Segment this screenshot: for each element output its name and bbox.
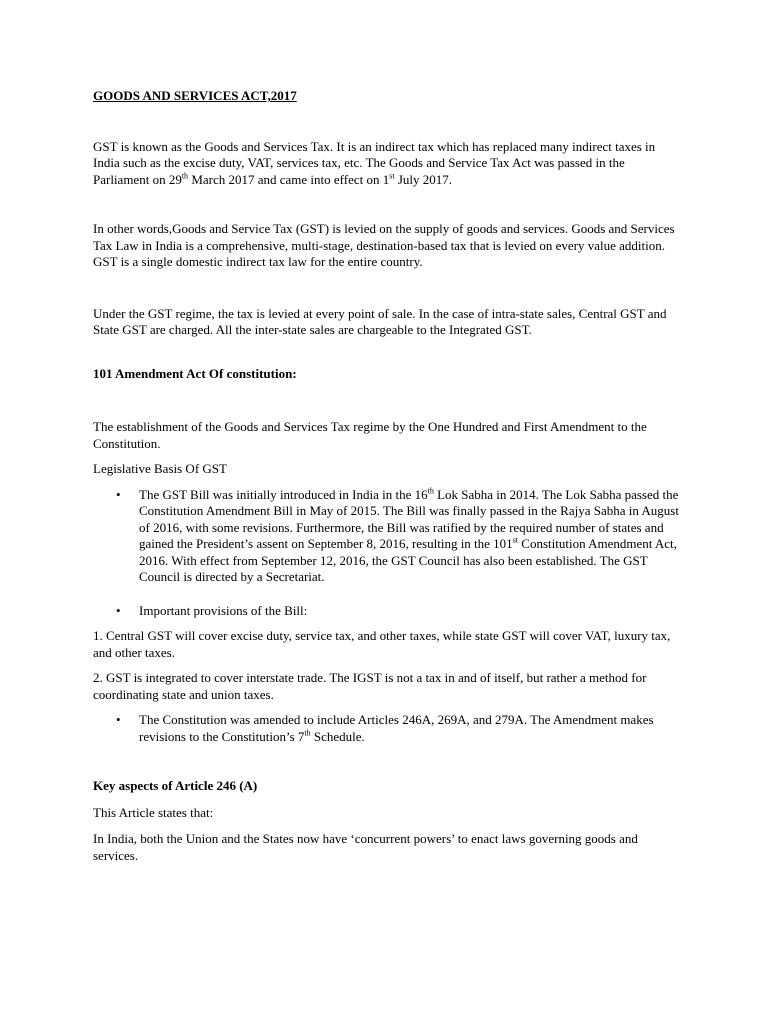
article-intro: This Article states that: — [93, 804, 214, 820]
intro-paragraph: GST is known as the Goods and Services Tax. It is an indirect tax which has replaced many indirect taxes in India such as the excise duty, VAT, services tax, etc. The Goods and Service Tax Act was passed in the Parliament on 29th March 2017 and came into effect on 1st July 2017. — [93, 138, 656, 187]
list-item: • The GST Bill was initially introduced in India in the 16th Lok Sabha in 2014. The Lok Sabha passed the Constitution Amendment Bill in May of 2015. The Bill was finally passed in the Rajya Sabha in August of 2016, with some revisions. Furthermore, the Bill was ratified by the required number of states and gained the President’s assent on September 8, 2016, resulting in the 101st Constitution Amendment Act, 2016. With effect from September 12, 2016, the GST Council has also been established. The GST Council is directed by a Secretariat. — [116, 486, 679, 584]
regime-paragraph: Under the GST regime, the tax is levied at every point of sale. In the case of intra-state sales, Central GST and State GST are charged. All the inter-state sales are chargeable to the Integrated GST. — [93, 305, 667, 337]
bullet-icon: • — [116, 602, 121, 618]
bill-history-list — [93, 487, 683, 586]
provisions-list — [93, 603, 683, 620]
amendment-heading: 101 Amendment Act Of constitution: — [93, 365, 297, 381]
document-page — [93, 88, 683, 864]
document-title: GOODS AND SERVICES ACT,2017 — [93, 88, 297, 103]
provision-1: 1. Central GST will cover excise duty, service tax, and other taxes, while state GST will cover VAT, luxury tax, and other taxes. — [93, 628, 671, 660]
provision-2: 2. GST is integrated to cover interstate trade. The IGST is not a tax in and of itself, but rather a method for coordinating state and union taxes. — [93, 670, 647, 702]
bullet-icon: • — [116, 486, 121, 502]
establishment-paragraph: The establishment of the Goods and Services Tax regime by the One Hundred and First Amendment to the Constitution. — [93, 419, 647, 451]
article-text: In India, both the Union and the States now have ‘concurrent powers’ to enact laws governing goods and services. — [93, 831, 638, 863]
list-item: • Important provisions of the Bill: — [116, 602, 308, 618]
amendment-articles-list — [93, 712, 683, 745]
article-heading: Key aspects of Article 246 (A) — [93, 778, 258, 793]
legislative-basis-label: Legislative Basis Of GST — [93, 461, 227, 476]
list-item: • The Constitution was amended to include Articles 246A, 269A, and 279A. The Amendment makes revisions to the Constitution’s 7th Schedule. — [116, 712, 654, 744]
definition-paragraph: In other words,Goods and Service Tax (GST) is levied on the supply of goods and services. Goods and Services Tax Law in India is a comprehensive, multi-stage, destination-based tax that is levied on every value addition. GST is a single domestic indirect tax law for the entire country. — [93, 221, 675, 269]
bullet-icon: • — [116, 712, 121, 727]
